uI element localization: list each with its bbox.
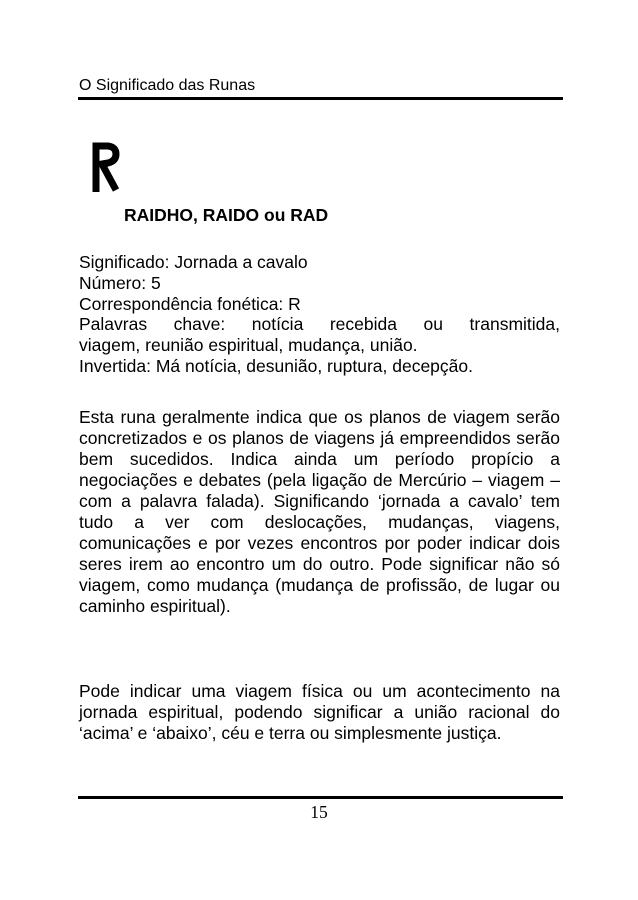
header-divider (78, 97, 563, 100)
info-significado: Significado: Jornada a cavalo (79, 252, 308, 272)
info-correspondencia: Correspondência fonética: R (79, 293, 301, 314)
info-numero: Número: 5 (79, 272, 161, 293)
info-palavras-chave-cont: viagem, reunião espiritual, mudança, união. (79, 335, 418, 356)
footer-divider (78, 796, 563, 799)
info-invertida: Invertida: Má notícia, desunião, ruptura, decepção. (79, 355, 473, 376)
paragraph: Esta runa geralmente indica que os planos de viagem serão concretizados e os planos de viagens já empreendidos serão bem sucedidos. Indica ainda um período propício a negociações e debates (pela ligação de Mercúrio – viagem – com a palavra falada). Significando ‘jornada a cavalo’ tem tudo a ver com deslocações, mudanças, viagens, comunicações e por vezes encontros por poder indicar dois seres irem ao encontro um do outro. Pode significar não só viagem, como mudança (mudança de profissão, de lugar ou caminho espiritual). (79, 407, 560, 616)
info-palavras-chave: Palavras chave: notícia recebida ou transmitida, (79, 314, 560, 335)
page-number: 15 (310, 802, 328, 822)
header-title: O Significado das Runas (79, 77, 256, 94)
rune-title: RAIDHO, RAIDO ou RAD (124, 205, 329, 225)
paragraph: Pode indicar uma viagem física ou um acontecimento na jornada espiritual, podendo significar a união racional do ‘acima’ e ‘abaixo’, céu e terra ou simplesmente justiça. (79, 681, 560, 743)
raidho-rune-icon (88, 142, 124, 194)
rune-info (79, 252, 560, 377)
